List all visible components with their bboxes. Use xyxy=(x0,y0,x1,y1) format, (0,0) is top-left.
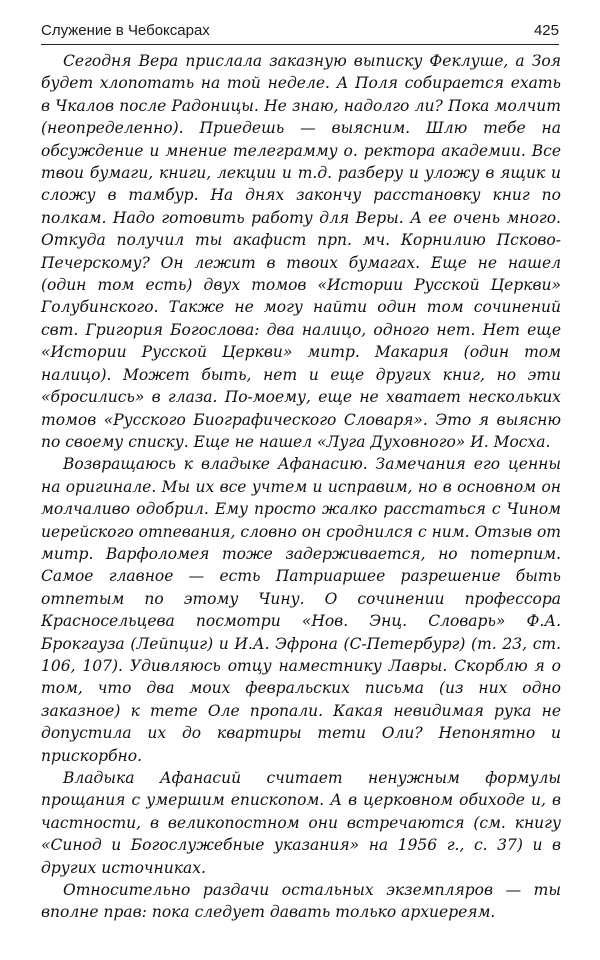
body-text xyxy=(41,50,561,924)
page-number: 425 xyxy=(533,22,559,39)
paragraph: Владыка Афанасий считает ненужным формулы прощания с умершим епископом. А в церковном обиходе и, в частности, в великопостном они встречаются (см. книгу «Синод и Богослужебные указания» на 1956 г., с. 37) и в других источниках. xyxy=(41,769,561,877)
paragraph: Относительно раздачи остальных экземпляров — ты вполне прав: пока следует давать только архиереям. xyxy=(41,881,561,922)
paragraph: Возвращаюсь к владыке Афанасию. Замечания его ценны на оригинале. Мы их все учтем и исправим, но в основном он молчаливо одобрил. Ему просто жалко расстаться с Чином иерейского отпевания, словно он сроднился с ним. Отзыв от митр. Варфоломея тоже задерживается, но потерпим. Самое главное — есть Патриаршее разрешение быть отпетым по этому Чину. О сочинении профессора Красносельцева посмотри «Нов. Энц. Словарь» Ф.А. Брокгауза (Лейпциг) и И.А. Эфрона (С-Петербург) (т. 23, ст. 106, 107). Удивляюсь отцу наместнику Лавры. Скорблю я о том, что два моих февральских письма (из них одно заказное) к тете Оле пропали. Какая невидимая рука не допустила их до квартиры тети Оли? Непонятно и прискорбно. xyxy=(41,455,561,765)
header-rule xyxy=(41,44,559,45)
running-head-title: Служение в Чебоксарах xyxy=(41,22,210,39)
paragraph: Сегодня Вера прислала заказную выписку Феклуше, а Зоя будет хлопотать на той неделе. А Поля собирается ехать в Чкалов после Радоницы. Не знаю, надолго ли? Пока молчит (неопределенно). Приедешь — выясним. Шлю тебе на обсуждение и мнение телеграмму о. ректора академии. Все твои бумаги, книги, лекции и т.д. разберу и уложу в ящик и сложу в тамбур. На днях закончу расстановку книг по полкам. Надо готовить работу для Веры. А ее очень много. Откуда получил ты акафист прп. мч. Корнилию Псково-Печерскому? Он лежит в твоих бумагах. Еще не нашел (один том есть) двух томов «Истории Русской Церкви» Голубинского. Также не могу найти один том сочинений свт. Григория Богослова: два налицо, одного нет. Нет еще «Истории Русской Церкви» митр. Макария (один том налицо). Может быть, нет и еще других книг, но эти «бросились» в глаза. По-моему, еще не хватает нескольких томов «Русского Биографического Словаря». Это я выясню по своему списку. Еще не нашел «Луга Духовного» И. Мосха. xyxy=(41,52,561,451)
running-head xyxy=(41,20,559,44)
